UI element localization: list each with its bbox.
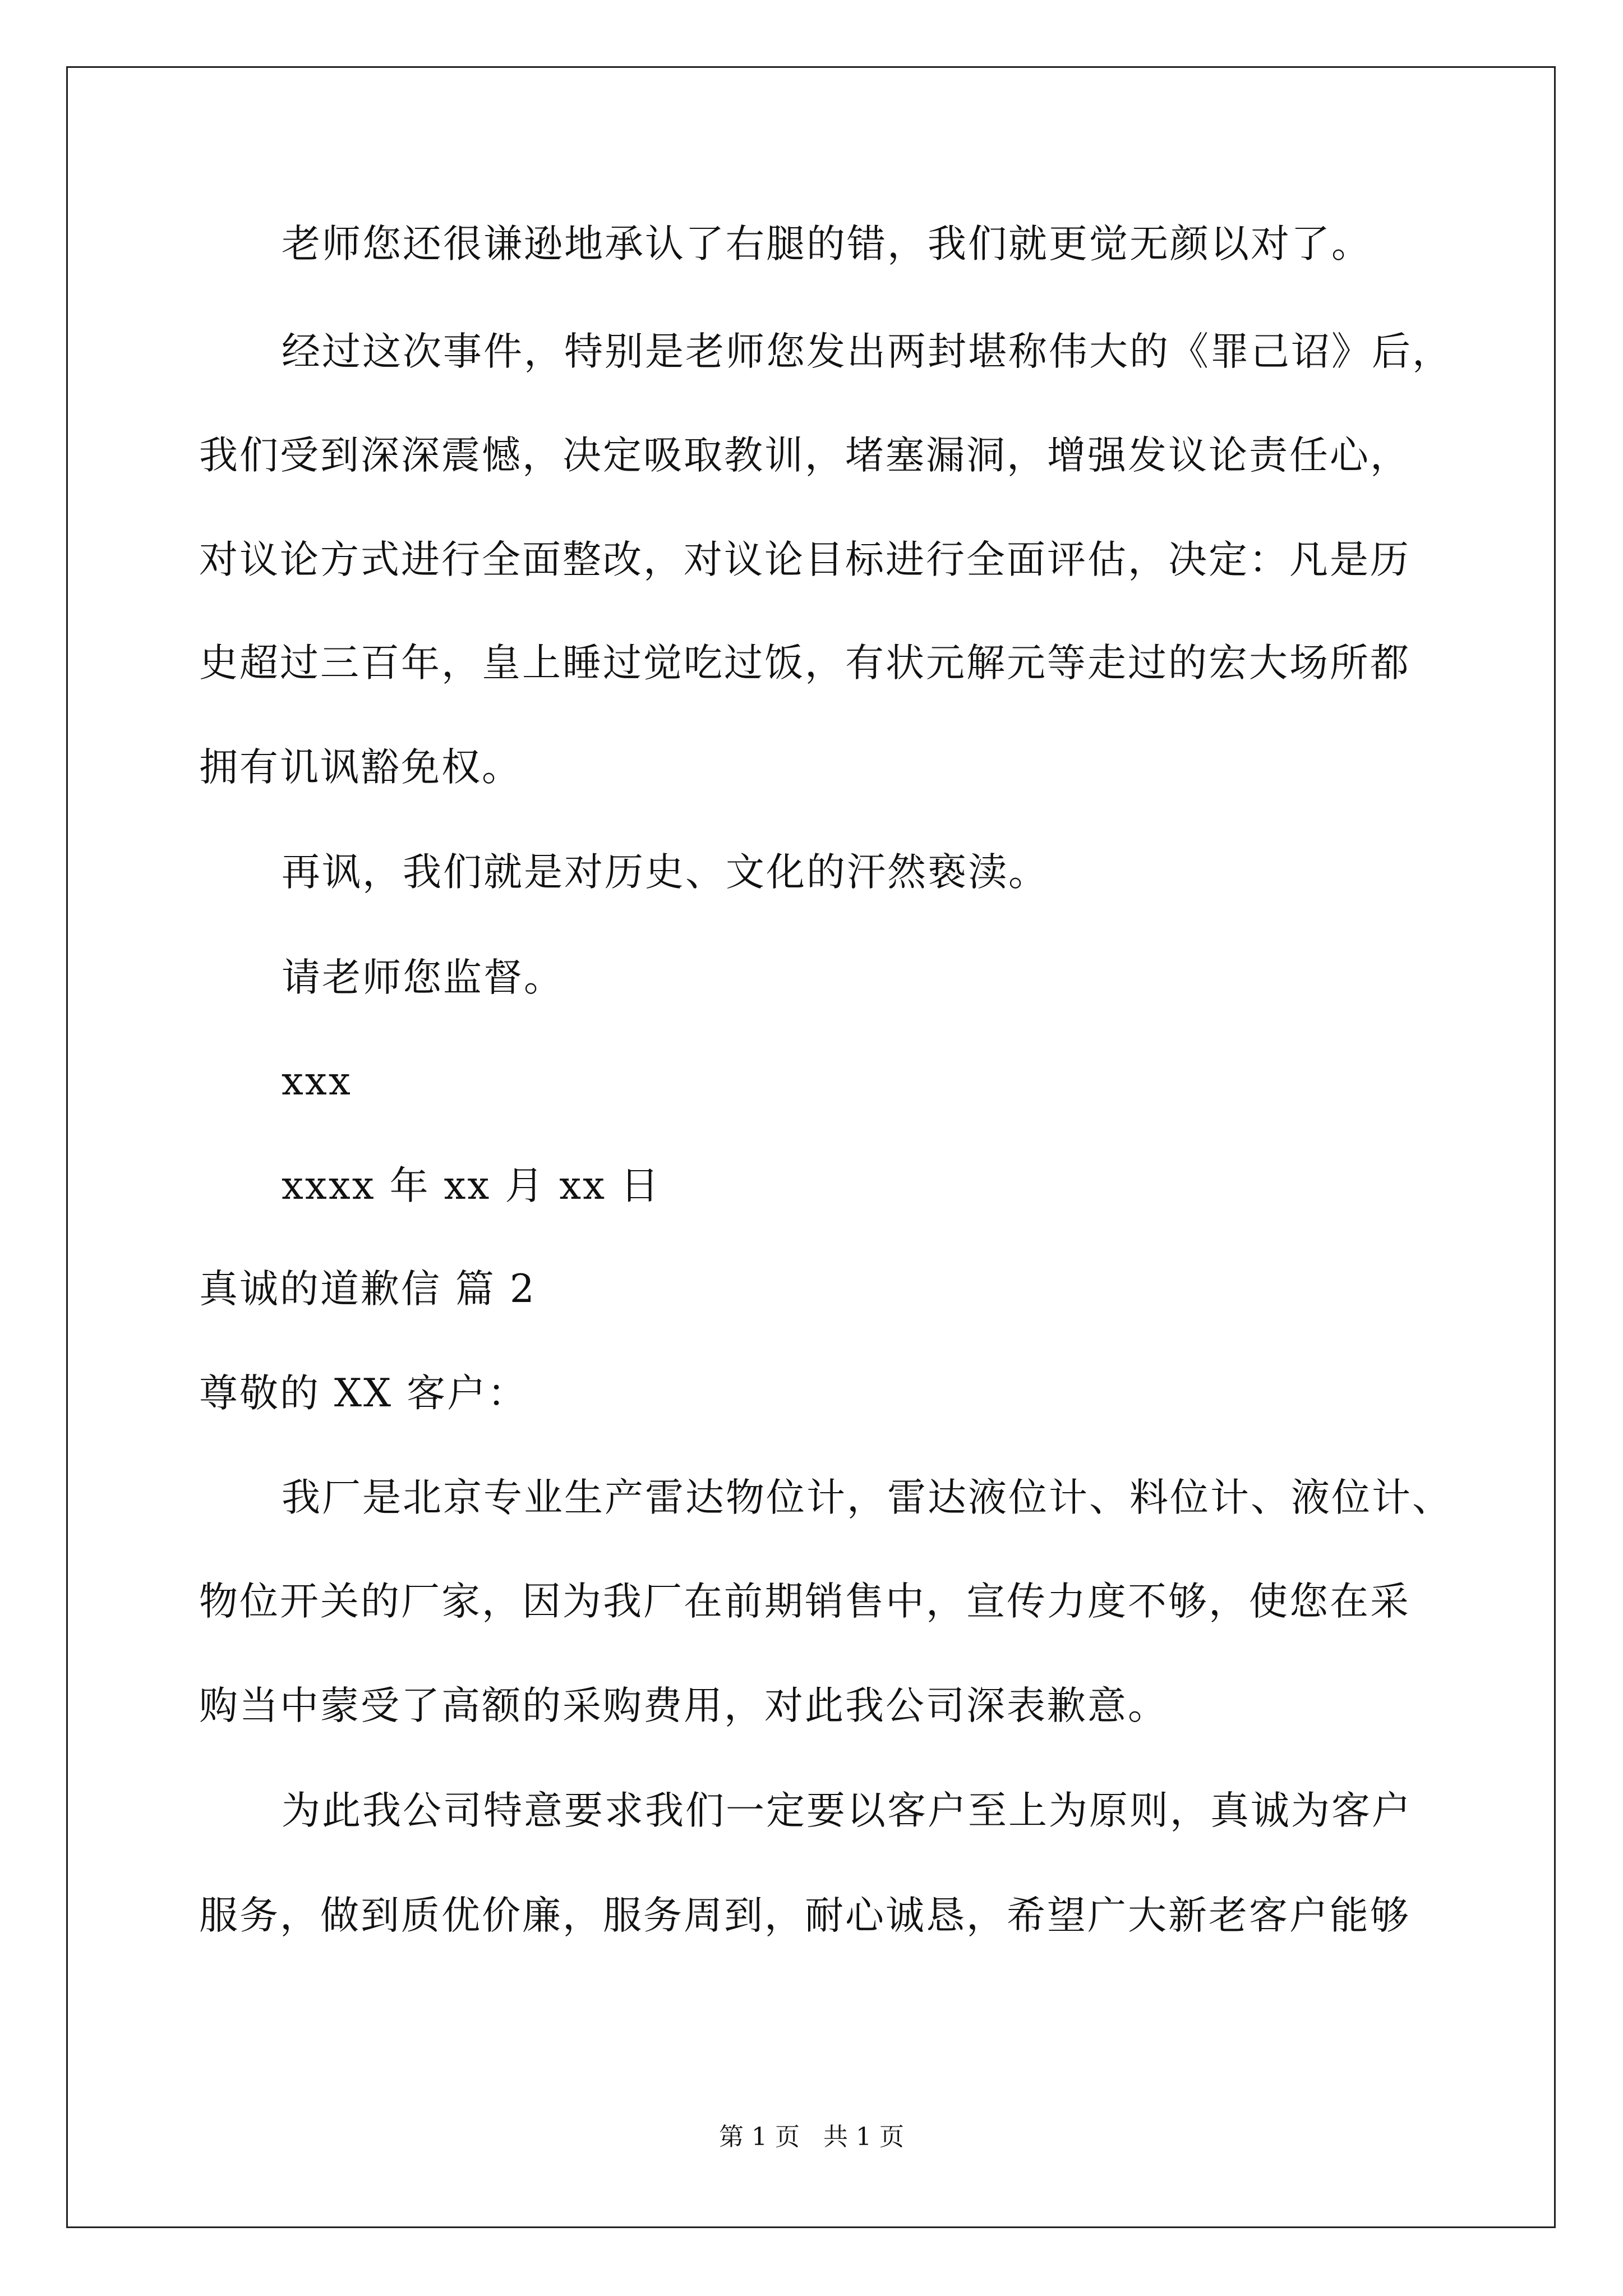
paragraph-line: 经过这次事件，特别是老师您发出两封堪称伟大的《罪己诏》后， <box>282 329 1453 374</box>
paragraph-line: 为此我公司特意要求我们一定要以客户至上为原则，真诚为客户 <box>282 1788 1412 1833</box>
paragraph-line: 服务，做到质优价廉，服务周到，耐心诚恳，希望广大新老客户能够 <box>199 1893 1410 1938</box>
paragraph-line: 再讽，我们就是对历史、文化的汗然亵渎。 <box>282 850 1049 895</box>
signature-name: xxx <box>282 1059 352 1104</box>
paragraph-line: 对议论方式进行全面整改，对议论目标进行全面评估，决定：凡是历 <box>199 537 1410 582</box>
paragraph-line: 我们受到深深震憾，决定吸取教训，堵塞漏洞，增强发议论责任心， <box>199 433 1410 478</box>
paragraph-line: 请老师您监督。 <box>282 955 564 1000</box>
section-heading: 真诚的道歉信 篇 2 <box>199 1267 536 1312</box>
paragraph-line: 物位开关的厂家，因为我厂在前期销售中，宣传力度不够，使您在采 <box>199 1579 1410 1624</box>
paragraph-line: 购当中蒙受了高额的采购费用，对此我公司深表歉意。 <box>199 1683 1168 1728</box>
paragraph-line: 史超过三百年，皇上睡过觉吃过饭，有状元解元等走过的宏大场所都 <box>199 641 1410 685</box>
paragraph-line: 我厂是北京专业生产雷达物位计，雷达液位计、料位计、液位计、 <box>282 1475 1453 1520</box>
paragraph-line: 老师您还很谦逊地承认了右腿的错，我们就更觉无颜以对了。 <box>282 222 1372 266</box>
page-footer: 第 1 页 共 1 页 <box>719 2123 904 2151</box>
paragraph-line: 拥有讥讽豁免权。 <box>199 745 522 790</box>
signature-date: xxxx 年 xx 月 xx 日 <box>282 1163 661 1208</box>
salutation: 尊敬的 XX 客户： <box>199 1371 528 1416</box>
